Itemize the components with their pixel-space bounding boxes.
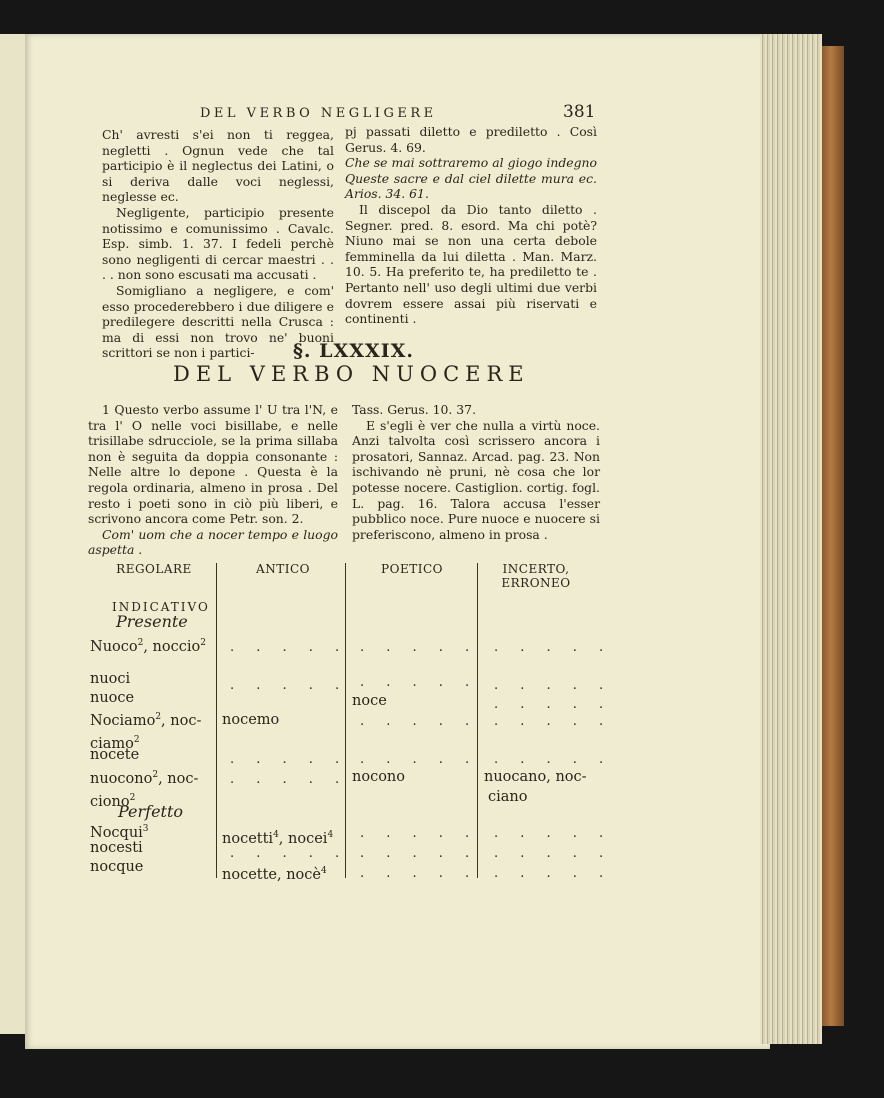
ellipsis: . . . . .	[360, 714, 479, 729]
ellipsis: . . . . .	[230, 752, 349, 767]
ellipsis: . . . . .	[230, 640, 349, 655]
verse: Che se mai sottraremo al giogo indegno Queste sacre e dal ciel dilette mura ec. Arios. 34. 61.	[345, 155, 597, 202]
header-poetico: POETICO	[381, 562, 443, 576]
ellipsis: . . . . .	[494, 678, 613, 693]
mid-right-column	[352, 402, 600, 542]
form-nocqui: Nocqui$^3$	[90, 824, 149, 841]
column-divider	[216, 563, 217, 878]
incerto-nuocano: nuocano, noc-	[484, 769, 587, 785]
column-divider	[345, 563, 346, 878]
chapter-title: DEL VERBO NUOCERE	[173, 362, 530, 386]
page-edges	[760, 34, 822, 1044]
form-nuocono: nuocono$^2$, noc-ciono$^2$	[90, 770, 199, 810]
ellipsis: . . . . .	[360, 675, 479, 690]
form-nociamo: Nociamo$^2$, noc-ciamo$^2$	[90, 712, 202, 752]
incerto-ciano: ciano	[488, 789, 528, 805]
paragraph: Ch' avresti s'ei non ti reggea, negletti . Ognun vede che tal participio è il neglectus dei Latini, o si deriva dalle voci neglessi, neglesse ec.	[102, 127, 334, 205]
poetico-noce: noce	[352, 693, 387, 709]
book-cover	[822, 46, 844, 1026]
ellipsis: . . . . .	[494, 846, 613, 861]
top-right-column	[345, 124, 597, 327]
ellipsis: . . . . .	[494, 752, 613, 767]
antico-nocemo: nocemo	[222, 712, 280, 728]
facing-page-edge	[0, 34, 28, 1034]
tense-present: Presente	[116, 612, 188, 631]
form-nuoco: Nuoco$^2$, noccio$^2$	[90, 638, 206, 655]
header-antico: ANTICO	[256, 562, 310, 576]
ellipsis: . . . . .	[494, 714, 613, 729]
ellipsis: . . . . .	[360, 846, 479, 861]
tense-perfect: Perfetto	[118, 802, 184, 821]
ellipsis: . . . . .	[230, 846, 349, 861]
mid-left-column	[88, 402, 338, 558]
poetico-nocono: nocono	[352, 769, 405, 785]
running-title: DEL VERBO NEGLIGERE	[200, 106, 437, 121]
ellipsis: . . . . .	[494, 866, 613, 881]
paragraph: Tass. Gerus. 10. 37.	[352, 402, 477, 417]
header-incerto: INCERTO, ERRONEO	[501, 562, 571, 590]
paragraph: Somigliano a negligere, e com' esso procederebbero i due diligere e predilegere descritti nella Crusca : ma di essi non trovo ne' buoni scrittori se non i partici-	[102, 282, 334, 361]
section-number: §. LXXXIX.	[293, 340, 414, 362]
ellipsis: . . . . .	[494, 826, 613, 841]
paragraph: Negligente, participio presente notissimo e comunissimo . Cavalc. Esp. simb. 1. 37. I fedeli perchè sono negligenti di cercar maestri . . . . non sono escusati ma accusati .	[102, 204, 334, 283]
ellipsis: . . . . .	[494, 640, 613, 655]
ellipsis: . . . . .	[230, 678, 349, 693]
verse: Com' uom che a nocer tempo e luogo aspetta .	[88, 526, 338, 558]
paragraph: 1 Questo verbo assume l' U tra l'N, e tra l' O nelle voci bisillabe, e nelle trisillabe sdrucciole, se la prima sillaba non è seguita da doppia consonante : Nelle altre lo depone . Questa è la regola ordinaria, almeno in prosa . Del resto i poeti sono in ciò più liberi, e scrivono ancora come Petr. son. 2.	[88, 402, 338, 527]
ellipsis: . . . . .	[360, 826, 479, 841]
antico-nocetti: nocetti$^4$, nocei$^4$	[222, 830, 334, 847]
form-nocesti: nocesti	[90, 840, 143, 856]
ellipsis: . . . . .	[360, 640, 479, 655]
paragraph: E s'egli è ver che nulla a virtù noce. Anzi talvolta così scrissero ancora i prosatori, Sannaz. Arcad. pag. 23. Non ischivando nè pruni, nè cosa che lor potesse nocere. Castiglion. cortig. fogl. L. pag. 16. Talora accusa l'esser pubblico noce. Pure nuoce e nuocere si preferiscono, almeno in prosa .	[352, 417, 600, 542]
paragraph: Il discepol da Dio tanto diletto . Segner. pred. 8. esord. Ma chi potè? Niuno mai se non una certa debole femminella da lui diletta . Man. Marz. 10. 5. Ha preferito te, ha prediletto te . Pertanto nell' uso degli ultimi due verbi dovrem essere assai più riservati e continenti .	[345, 201, 597, 327]
form-nuoce: nuoce	[90, 690, 135, 706]
form-nuoci: nuoci	[90, 671, 131, 687]
mood-label: INDICATIVO	[112, 600, 210, 614]
ellipsis: . . . . .	[494, 697, 613, 712]
form-nocque: nocque	[90, 859, 144, 875]
ellipsis: . . . . .	[360, 752, 479, 767]
ellipsis: . . . . .	[230, 772, 349, 787]
top-left-column	[102, 127, 334, 361]
ellipsis: . . . . .	[360, 866, 479, 881]
form-nocete: nocete	[90, 747, 140, 763]
paragraph: pj passati diletto e prediletto . Così Gerus. 4. 69.	[345, 124, 597, 155]
header-regolare: REGOLARE	[116, 562, 192, 576]
antico-nocette: nocette, nocè$^4$	[222, 866, 327, 883]
page-number: 381	[563, 102, 596, 122]
